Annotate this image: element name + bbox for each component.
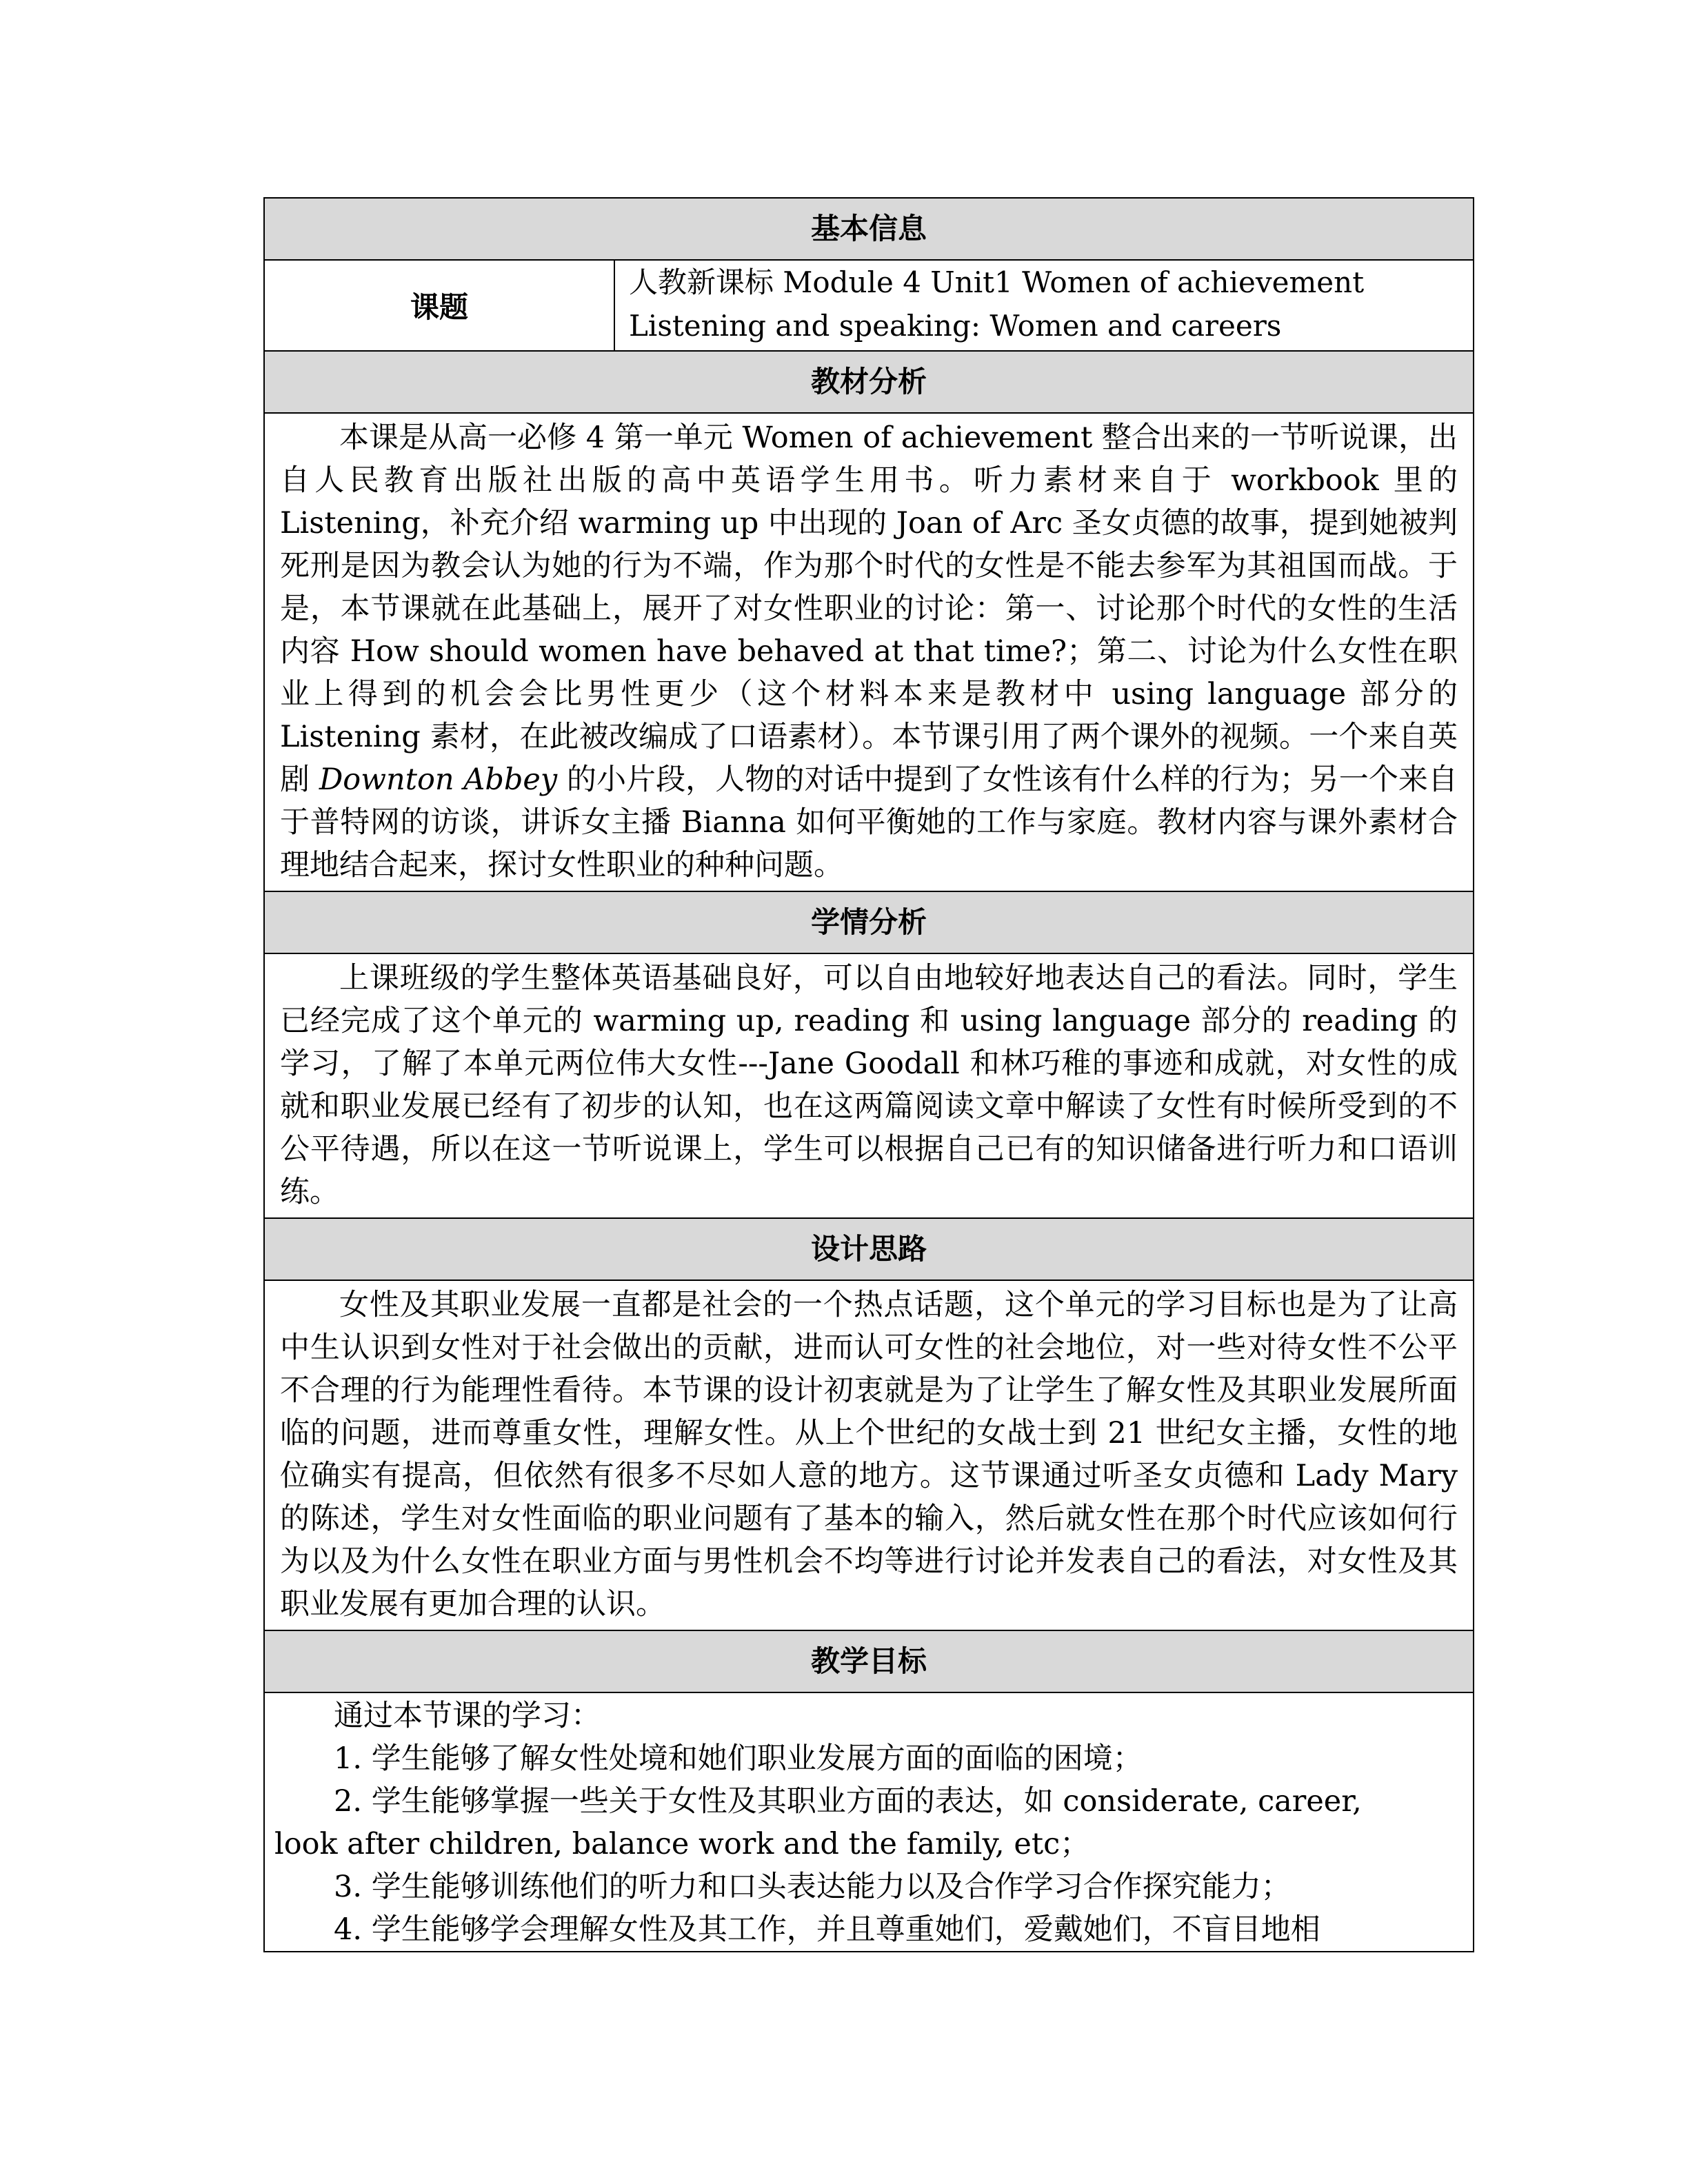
topic-line-1: 人教新课标 Module 4 Unit1 Women of achievement	[629, 265, 1365, 299]
teaching-goals-body	[264, 1692, 1474, 1952]
textbook-analysis-text: 本课是从高一必修 4 第一单元 Women of achievement 整合出来的一节听说课，出自人民教育出版社出版的高中英语学生用书。听力素材来自于 workbook 里的 Listening，补充介绍 warming up 中出现的 Joan of Arc 圣女贞德的故事，提到她被判死刑是因为教会认为她的行为不端，作为那个时代的女性是不能去参军为其祖国而战。于是，本节课就在此基础上，展开了对女性职业的讨论：第一、讨论那个时代的女性的生活内容 How should women have behaved at that time?；第二、讨论为什么女性在职业上得到的机会会比男性更少（这个材料本来是教材中 using language 部分的 Listening 素材，在此被改编成了口语素材）。本节课引用了两个课外的视频。一个来自英剧 Downton Abbey 的小片段，人物的对话中提到了女性该有什么样的行为；另一个来自于普特网的访谈，讲诉女主播 Bianna 如何平衡她的工作与家庭。教材内容与课外素材合理地结合起来，探讨女性职业的种种问题。	[280, 421, 1458, 882]
goal-2: 2. 学生能够掌握一些关于女性及其职业方面的表达，如 considerate, career,	[334, 1784, 1362, 1819]
design-idea-body	[264, 1280, 1474, 1630]
student-analysis-text: 上课班级的学生整体英语基础良好，可以自由地较好地表达自己的看法。同时，学生已经完成了这个单元的 warming up, reading 和 using language 部分的 reading 的学习，了解了本单元两位伟大女性---Jane Goodall 和林巧稚的事迹和成就，对女性的成就和职业发展已经有了初步的认知，也在这两篇阅读文章中解读了女性有时候所受到的不公平待遇，所以在这一节听说课上，学生可以根据自己已有的知识储备进行听力和口语训练。	[280, 961, 1458, 1209]
goal-3: 3. 学生能够训练他们的听力和口头表达能力以及合作学习合作探究能力；	[334, 1870, 1291, 1904]
goal-1: 1. 学生能够了解女性处境和她们职业发展方面的面临的困境；	[334, 1741, 1143, 1776]
teaching-goals-header: 教学目标	[264, 1630, 1474, 1692]
design-idea-header: 设计思路	[264, 1218, 1474, 1280]
textbook-analysis-body	[264, 413, 1474, 891]
topic-line-2: Listening and speaking: Women and careers	[629, 309, 1282, 343]
textbook-analysis-header: 教材分析	[264, 351, 1474, 413]
topic-label: 课题	[264, 260, 614, 351]
student-analysis-body	[264, 953, 1474, 1218]
goal-4: 4. 学生能够学会理解女性及其工作，并且尊重她们，爱戴她们，不盲目地相	[334, 1912, 1320, 1947]
goals-intro: 通过本节课的学习：	[334, 1699, 601, 1733]
student-analysis-header: 学情分析	[264, 891, 1474, 953]
show-title: Downton Abbey	[319, 762, 558, 797]
design-idea-text: 女性及其职业发展一直都是社会的一个热点话题，这个单元的学习目标也是为了让高中生认识到女性对于社会做出的贡献，进而认可女性的社会地位，对一些对待女性不公平不合理的行为能理性看待。本节课的设计初衷就是为了让学生了解女性及其职业发展所面临的问题，进而尊重女性，理解女性。从上个世纪的女战士到 21 世纪女主播，女性的地位确实有提高，但依然有很多不尽如人意的地方。这节课通过听圣女贞德和 Lady Mary 的陈述，学生对女性面临的职业问题有了基本的输入，然后就女性在那个时代应该如何行为以及为什么女性在职业方面与男性机会不均等进行讨论并发表自己的看法，对女性及其职业发展有更加合理的认识。	[280, 1288, 1458, 1621]
topic-value	[614, 260, 1474, 351]
basic-info-header: 基本信息	[264, 198, 1474, 260]
goal-2-continued: look after children, balance work and the family, etc；	[274, 1827, 1090, 1861]
lesson-plan-table	[263, 197, 1474, 1952]
